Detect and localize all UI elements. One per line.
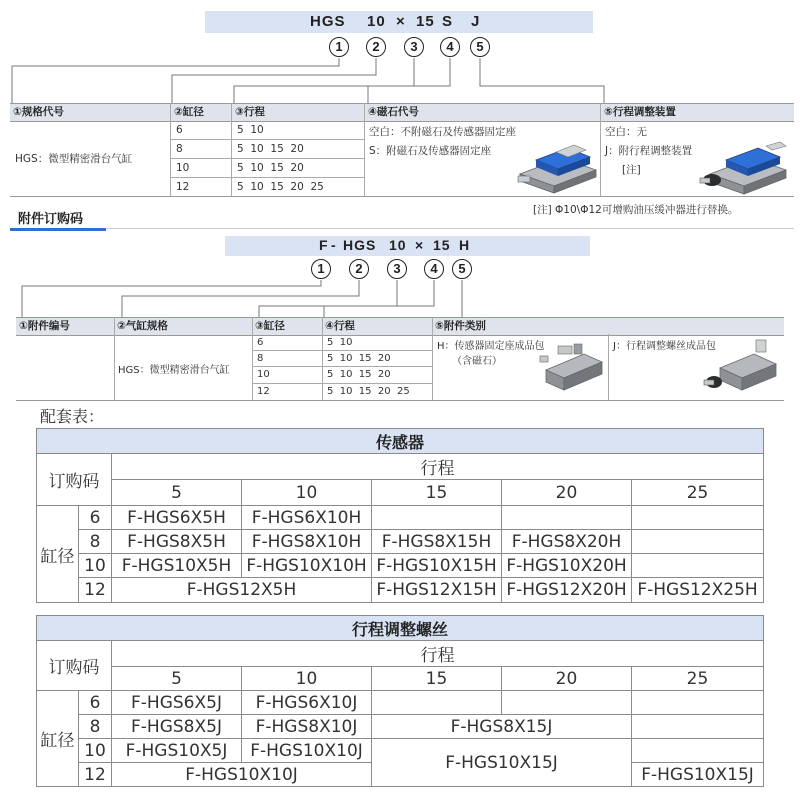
acc-stroke-12: 5 10 15 20 25 bbox=[327, 386, 410, 397]
sensor-stroke-5: 5 bbox=[112, 480, 242, 506]
code-series: HGS bbox=[310, 13, 346, 30]
acc-code-f: F bbox=[319, 237, 329, 253]
acc-circle-3: 3 bbox=[387, 259, 407, 279]
sensor-cell-empty bbox=[632, 530, 764, 554]
acc-circle-5: 5 bbox=[452, 259, 472, 279]
screw-bore-label: 缸径 bbox=[37, 691, 79, 787]
adjust-j: J：附行程调整装置 bbox=[605, 145, 693, 157]
magnet-none: 空白：不附磁石及传感器固定座 bbox=[369, 126, 516, 138]
adjust-note-mark: [注] bbox=[622, 164, 641, 176]
sensor-cell: F-HGS6X5H bbox=[112, 506, 242, 530]
section-underline bbox=[10, 228, 794, 229]
acc-bore-10: 10 bbox=[257, 369, 270, 380]
screw-cell: F-HGS10X10J bbox=[112, 763, 372, 787]
code-leader-lines bbox=[0, 0, 800, 110]
sensor-cell-empty bbox=[502, 506, 632, 530]
code-bore: 10 bbox=[367, 13, 386, 30]
code-magnet: S bbox=[442, 13, 454, 30]
acc-header-bore: ③缸径 bbox=[255, 320, 285, 332]
screw-cell: F-HGS10X15J bbox=[632, 763, 764, 787]
acc-code-dash: - bbox=[331, 237, 337, 253]
slide-cylinder-with-adjuster-image bbox=[696, 140, 792, 196]
sensor-cell-empty bbox=[632, 554, 764, 578]
sensor-bore-8: 8 bbox=[79, 530, 112, 554]
acc-header-spec: ②气缸规格 bbox=[117, 320, 168, 332]
screw-cell-empty bbox=[632, 715, 764, 739]
screw-cell-empty bbox=[502, 691, 632, 715]
screw-bore-12: 12 bbox=[79, 763, 112, 787]
screw-stroke-10: 10 bbox=[242, 667, 372, 691]
screw-cell-empty bbox=[632, 739, 764, 763]
acc-type-h-sub: （含磁石） bbox=[452, 356, 502, 367]
top-stroke-8: 5 10 15 20 bbox=[237, 143, 304, 155]
screw-cell: F-HGS10X15J bbox=[372, 739, 632, 787]
adjust-screw-kit-image bbox=[700, 336, 780, 396]
sensor-cell: F-HGS10X10H bbox=[242, 554, 372, 578]
screw-cell-empty bbox=[632, 691, 764, 715]
top-stroke-6: 5 10 bbox=[237, 124, 264, 136]
sensor-order-code-label: 订购码 bbox=[37, 454, 112, 506]
sensor-bracket-kit-image bbox=[536, 340, 606, 394]
screw-table-title: 行程调整螺丝 bbox=[37, 616, 764, 641]
screw-cell-empty bbox=[372, 691, 502, 715]
acc-table-header bbox=[16, 317, 784, 336]
acc-code-bore: 10 bbox=[389, 237, 407, 253]
top-bore-6: 6 bbox=[176, 124, 183, 136]
slide-cylinder-with-magnet-image bbox=[516, 140, 598, 194]
screw-order-code-label: 订购码 bbox=[37, 641, 112, 691]
screw-cell: F-HGS10X5J bbox=[112, 739, 242, 763]
code-adjust: J bbox=[471, 13, 481, 30]
sensor-cell: F-HGS10X15H bbox=[372, 554, 502, 578]
acc-circle-1: 1 bbox=[311, 259, 331, 279]
sensor-cell-empty bbox=[632, 506, 764, 530]
acc-type-h: H：传感器固定座成品包 bbox=[437, 341, 545, 352]
circle-5: 5 bbox=[470, 37, 490, 57]
sensor-bore-12: 12 bbox=[79, 578, 112, 603]
header-adjust: ⑤行程调整装置 bbox=[604, 106, 676, 118]
screw-cell: F-HGS8X15J bbox=[372, 715, 632, 739]
acc-header-number: ①附件编号 bbox=[19, 320, 70, 332]
sensor-stroke-20: 20 bbox=[502, 480, 632, 506]
code-times: × bbox=[396, 13, 406, 30]
top-bore-10: 10 bbox=[176, 162, 190, 174]
sensor-cell: F-HGS12X5H bbox=[112, 578, 372, 603]
adjust-none: 空白：无 bbox=[605, 126, 647, 138]
acc-circle-2: 2 bbox=[349, 259, 369, 279]
acc-bore-8: 8 bbox=[257, 353, 264, 364]
sensor-stroke-label: 行程 bbox=[112, 454, 764, 480]
sensor-bore-6: 6 bbox=[79, 506, 112, 530]
acc-header-type: ⑤附件类别 bbox=[435, 320, 486, 332]
screw-table bbox=[36, 615, 764, 787]
top-stroke-12: 5 10 15 20 25 bbox=[237, 181, 324, 193]
screw-cell: F-HGS6X10J bbox=[242, 691, 372, 715]
sensor-cell: F-HGS12X15H bbox=[372, 578, 502, 603]
sensor-stroke-15: 15 bbox=[372, 480, 502, 506]
screw-bore-10: 10 bbox=[79, 739, 112, 763]
screw-cell: F-HGS8X5J bbox=[112, 715, 242, 739]
sensor-cell: F-HGS10X5H bbox=[112, 554, 242, 578]
screw-stroke-20: 20 bbox=[502, 667, 632, 691]
match-table-label: 配套表： bbox=[40, 407, 105, 426]
circle-4: 4 bbox=[440, 37, 460, 57]
acc-stroke-6: 5 10 bbox=[327, 337, 353, 348]
sensor-cell: F-HGS8X10H bbox=[242, 530, 372, 554]
header-stroke: ③行程 bbox=[235, 106, 265, 118]
sensor-table bbox=[36, 428, 764, 603]
header-bore: ②缸径 bbox=[174, 106, 204, 118]
acc-code-stroke: 15 bbox=[433, 237, 451, 253]
screw-stroke-25: 25 bbox=[632, 667, 764, 691]
sensor-cell: F-HGS10X20H bbox=[502, 554, 632, 578]
code-stroke: 15 bbox=[416, 13, 435, 30]
sensor-cell: F-HGS8X5H bbox=[112, 530, 242, 554]
sensor-cell-empty bbox=[372, 506, 502, 530]
screw-stroke-15: 15 bbox=[372, 667, 502, 691]
top-bore-12: 12 bbox=[176, 181, 190, 193]
section-underline-accent bbox=[10, 228, 106, 231]
acc-header-stroke: ④行程 bbox=[325, 320, 355, 332]
sensor-stroke-10: 10 bbox=[242, 480, 372, 506]
circle-3: 3 bbox=[404, 37, 424, 57]
sensor-bore-label: 缸径 bbox=[37, 506, 79, 603]
screw-bore-6: 6 bbox=[79, 691, 112, 715]
sensor-cell: F-HGS6X10H bbox=[242, 506, 372, 530]
top-footnote: [注] Φ10\Φ12可增购油压缓冲器进行替换。 bbox=[533, 204, 739, 216]
sensor-cell: F-HGS12X20H bbox=[502, 578, 632, 603]
magnet-s: S：附磁石及传感器固定座 bbox=[369, 145, 492, 157]
header-magnet: ④磁石代号 bbox=[368, 106, 419, 118]
sensor-cell: F-HGS12X25H bbox=[632, 578, 764, 603]
acc-leader-lines bbox=[0, 250, 800, 320]
acc-spec-text: HGS：微型精密滑台气缸 bbox=[118, 365, 230, 376]
acc-bore-12: 12 bbox=[257, 386, 270, 397]
acc-stroke-8: 5 10 15 20 bbox=[327, 353, 391, 364]
top-table-header bbox=[10, 103, 794, 122]
circle-1: 1 bbox=[329, 37, 349, 57]
sensor-bore-10: 10 bbox=[79, 554, 112, 578]
acc-stroke-10: 5 10 15 20 bbox=[327, 369, 391, 380]
acc-type-j: J：行程调整螺丝成品包 bbox=[613, 341, 716, 352]
circle-2: 2 bbox=[366, 37, 386, 57]
acc-code-times: × bbox=[415, 237, 425, 253]
acc-code-series: HGS bbox=[343, 237, 377, 253]
sensor-cell: F-HGS8X15H bbox=[372, 530, 502, 554]
top-spec-text: HGS：微型精密滑台气缸 bbox=[15, 153, 133, 165]
acc-circle-4: 4 bbox=[424, 259, 444, 279]
screw-cell: F-HGS6X5J bbox=[112, 691, 242, 715]
top-bore-8: 8 bbox=[176, 143, 183, 155]
screw-stroke-5: 5 bbox=[112, 667, 242, 691]
sensor-stroke-25: 25 bbox=[632, 480, 764, 506]
screw-bore-8: 8 bbox=[79, 715, 112, 739]
sensor-table-title: 传感器 bbox=[37, 429, 764, 454]
sensor-cell: F-HGS8X20H bbox=[502, 530, 632, 554]
top-stroke-10: 5 10 15 20 bbox=[237, 162, 304, 174]
header-spec: ①规格代号 bbox=[13, 106, 64, 118]
acc-code-type: H bbox=[459, 237, 471, 253]
screw-cell: F-HGS8X10J bbox=[242, 715, 372, 739]
screw-stroke-label: 行程 bbox=[112, 641, 764, 667]
screw-cell: F-HGS10X10J bbox=[242, 739, 372, 763]
acc-bore-6: 6 bbox=[257, 337, 264, 348]
accessory-section-title: 附件订购码 bbox=[18, 212, 84, 227]
